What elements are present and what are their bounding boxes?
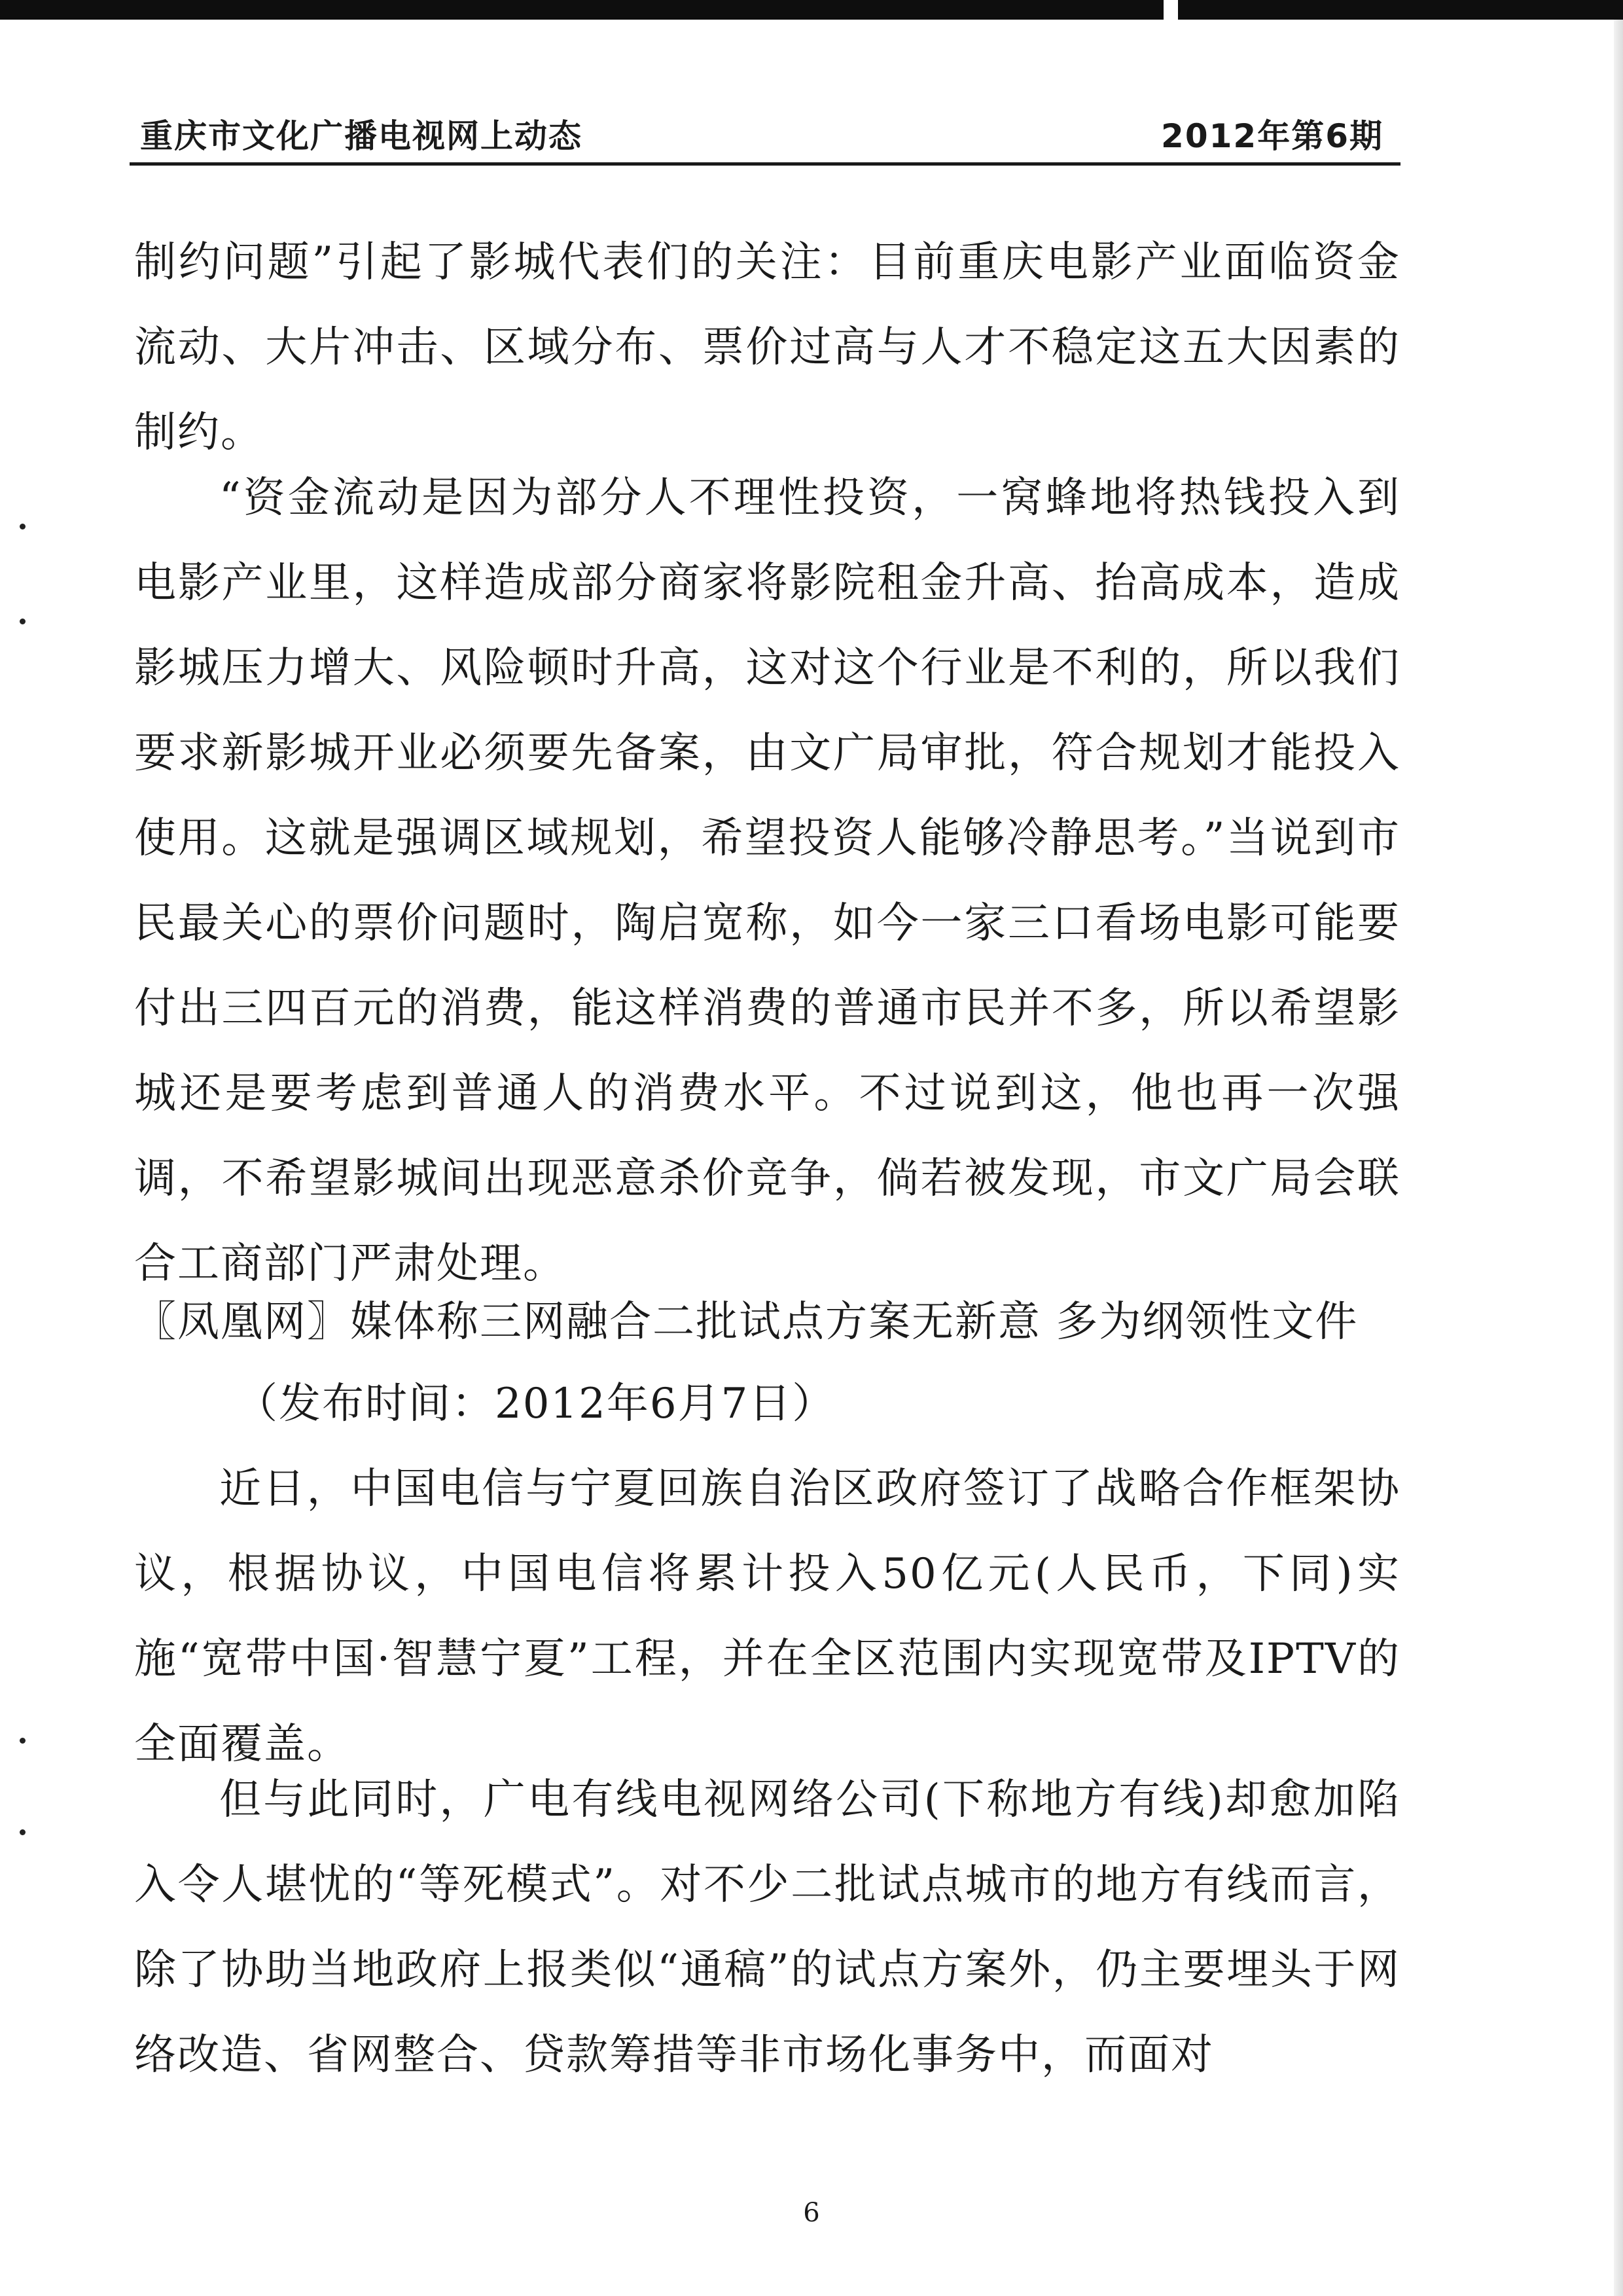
article-title: 〖凤凰网〗媒体称三网融合二批试点方案无新意 多为纲领性文件	[134, 1298, 1359, 1346]
scan-top-edge-gap	[1164, 0, 1178, 20]
scan-right-shadow	[1614, 20, 1623, 2296]
scan-speck	[20, 524, 26, 529]
article-paragraph-1: 近日，中国电信与宁夏回族自治区政府签订了战略合作框架协议，根据协议，中国电信将累计投入50亿元(人民币，下同)实施“宽带中国·智慧宁夏”工程，并在全区范围内实现宽带及IPTV的全面覆盖。	[134, 1465, 1400, 1768]
article-paragraph-2: 但与此同时，广电有线电视网络公司(下称地方有线)却愈加陷入令人堪忧的“等死模式”。对不少二批试点城市的地方有线而言，除了协助当地政府上报类似“通稿”的试点方案外，仍主要埋头于网络改造、省网整合、贷款筹措等非市场化事务中，而面对	[134, 1776, 1400, 2079]
page-header	[130, 111, 1400, 166]
issue-number: 2012年第6期	[1161, 117, 1383, 155]
scan-speck	[20, 1738, 26, 1744]
scan-speck	[20, 1829, 26, 1835]
page-number: 6	[803, 2198, 820, 2228]
publication-title: 重庆市文化广播电视网上动态	[140, 117, 582, 155]
publish-date: （发布时间：2012年6月7日）	[236, 1380, 836, 1428]
paragraph-continued: 制约问题”引起了影城代表们的关注：目前重庆电影产业面临资金流动、大片冲击、区域分布、票价过高与人才不稳定这五大因素的制约。	[134, 238, 1400, 457]
paragraph-quote: “资金流动是因为部分人不理性投资，一窝蜂地将热钱投入到电影产业里，这样造成部分商家将影院租金升高、抬高成本，造成影城压力增大、风险顿时升高，这对这个行业是不利的，所以我们要求新影城开业必须要先备案，由文广局审批，符合规划才能投入使用。这就是强调区域规划，希望投资人能够冷静思考。”当说到市民最关心的票价问题时，陶启宽称，如今一家三口看场电影可能要付出三四百元的消费，能这样消费的普通市民并不多，所以希望影城还是要考虑到普通人的消费水平。不过说到这，他也再一次强调，不希望影城间出现恶意杀价竞争，倘若被发现，市文广局会联合工商部门严肃处理。	[134, 474, 1400, 1288]
scan-top-edge	[0, 0, 1623, 20]
scan-speck	[20, 619, 26, 624]
